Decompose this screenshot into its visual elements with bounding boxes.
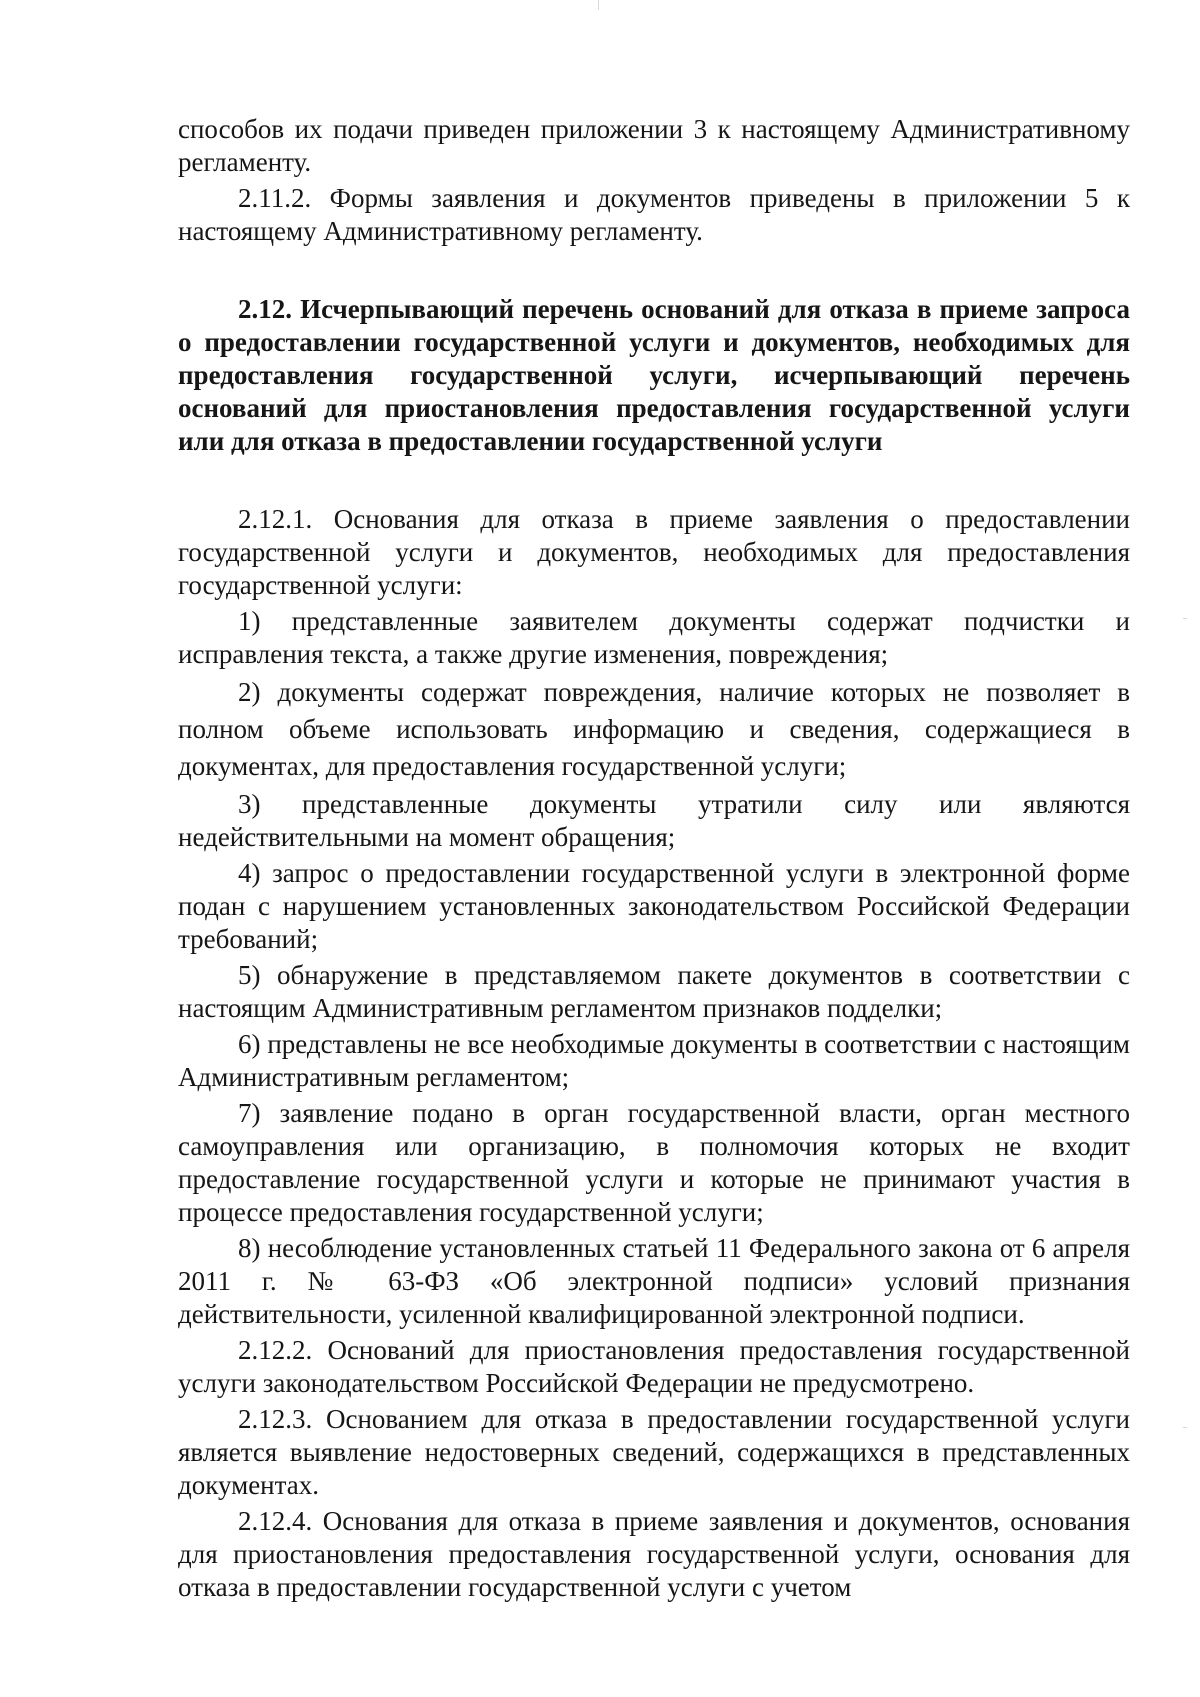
paragraph-2-11-2: 2.11.2. Формы заявления и документов приведены в приложении 5 к настоящему Административному регламенту. — [178, 183, 1130, 246]
list-item-4: 4) запрос о предоставлении государственной услуги в электронной форме подан с нарушением установленных законодательством Российской Федерации требований; — [178, 858, 1130, 954]
list-item-2: 2) документы содержат повреждения, наличие которых не позволяет в полном объеме использовать информацию и сведения, содержащиеся в документах, для предоставления государственной услуги; — [178, 677, 1130, 781]
list-item-5: 5) обнаружение в представляемом пакете документов в соответствии с настоящим Административным регламентом признаков подделки; — [178, 960, 1130, 1023]
list-item-7: 7) заявление подано в орган государственной власти, орган местного самоуправления или организацию, в полномочия которых не входит предоставление государственной услуги и которые не принимают участия в процессе предоставления государственной услуги; — [178, 1098, 1130, 1227]
document-body — [178, 113, 1130, 1604]
list-item-6: 6) представлены не все необходимые документы в соответствии с настоящим Административным регламентом; — [178, 1029, 1130, 1092]
scan-artifact-right — [1183, 1427, 1187, 1428]
paragraph-2-12-1: 2.12.1. Основания для отказа в приеме заявления о предоставлении государственной услуги и документов, необходимых для предоставления государственной услуги: — [178, 504, 1130, 600]
paragraph-intro-continuation: способов их подачи приведен приложении 3 к настоящему Административному регламенту. — [178, 114, 1130, 177]
list-item-3: 3) представленные документы утратили силу или являются недействительными на момент обращения; — [178, 789, 1130, 852]
paragraph-2-12-2: 2.12.2. Оснований для приостановления предоставления государственной услуги законодательством Российской Федерации не предусмотрено. — [178, 1335, 1130, 1398]
paragraph-2-12-4: 2.12.4. Основания для отказа в приеме заявления и документов, основания для приостановления предоставления государственной услуги, основания для отказа в предоставлении государственной услуги с учетом — [178, 1506, 1130, 1602]
paragraph-2-12-3: 2.12.3. Основанием для отказа в предоставлении государственной услуги является выявление недостоверных сведений, содержащихся в представленных документах. — [178, 1404, 1130, 1500]
list-item-1: 1) представленные заявителем документы содержат подчистки и исправления текста, а также другие изменения, повреждения; — [178, 606, 1130, 669]
scan-artifact-right — [1183, 618, 1187, 619]
section-heading-2-12: 2.12. Исчерпывающий перечень оснований для отказа в приеме запроса о предоставлении государственной услуги и документов, необходимых для предоставления государственной услуги, исчерпывающий перечень оснований для приостановления предоставления государственной услуги или для отказа в предоставлении государственной услуги — [178, 294, 1130, 456]
scan-artifact-top — [598, 0, 599, 10]
list-item-8: 8) несоблюдение установленных статьей 11 Федерального закона от 6 апреля 2011 г. № 63-ФЗ «Об электронной подписи» условий признания действительности, усиленной квалифицированной электронной подписи. — [178, 1233, 1130, 1329]
